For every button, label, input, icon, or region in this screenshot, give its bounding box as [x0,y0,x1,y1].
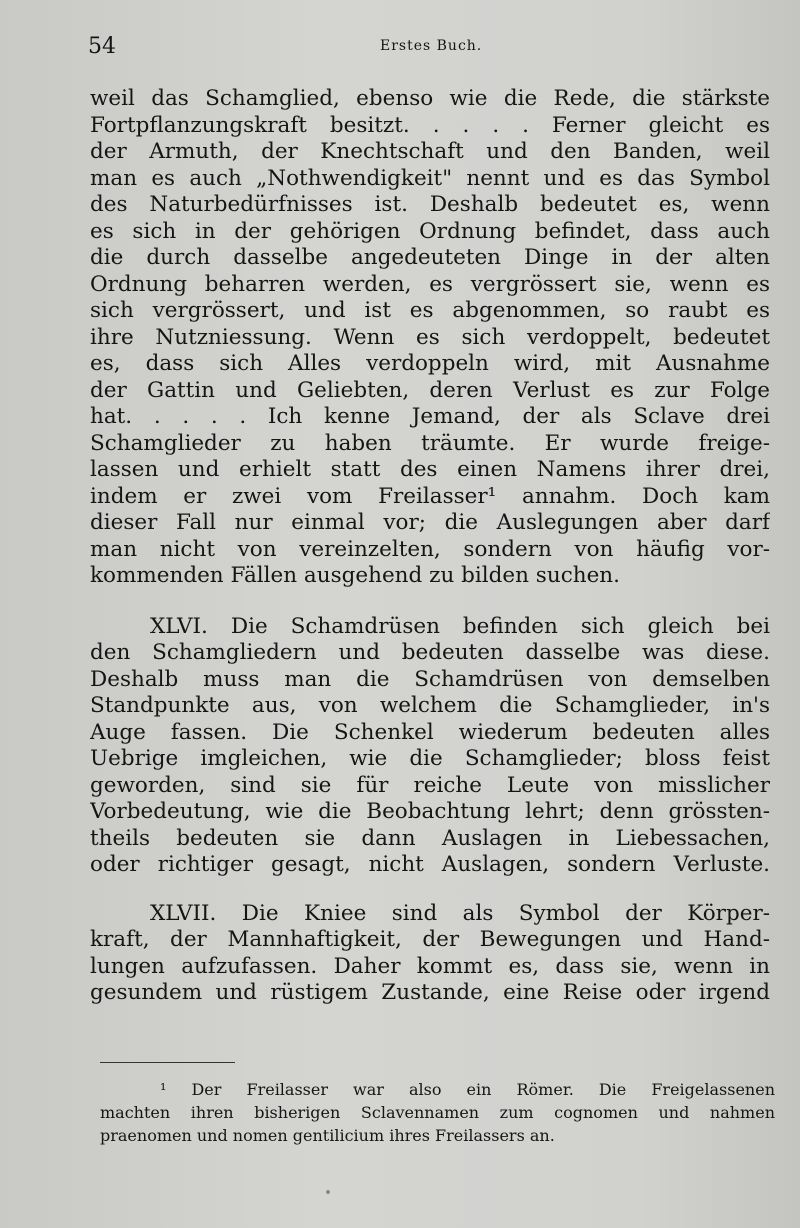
text-line: Vorbedeutung, wie die Beobachtung lehrt; denn grössten- [90,799,770,824]
text-line: kommenden Fällen ausgehend zu bilden suchen. [90,563,620,588]
text-line: gesundem und rüstigem Zustande, eine Reise oder irgend [90,980,770,1005]
text-line: kraft, der Mannhaftigkeit, der Bewegungen und Hand- [90,927,770,952]
page-number: 54 [88,34,116,59]
text-line: hat. . . . . Ich kenne Jemand, der als Sclave drei [90,404,770,429]
text-line: indem er zwei vom Freilasser¹ annahm. Doch kam [90,483,770,509]
text-line: lungen aufzufassen. Daher kommt es, dass sie, wenn in [90,953,770,979]
text-line: der Gattin und Geliebten, deren Verlust es zur Folge [90,377,770,403]
page-header [88,34,778,64]
footnote-divider [100,1062,235,1063]
text-line: des Naturbedürfnisses ist. Deshalb bedeutet es, wenn [90,192,770,217]
text-line: Deshalb muss man die Schamdrüsen von demselben [90,666,770,692]
ink-speck [326,1190,330,1194]
text-line: Uebrige imgleichen, wie die Schamglieder; bloss feist [90,746,770,771]
text-line: Standpunkte aus, von welchem die Schamglieder, in's [90,693,770,718]
paragraph-gap [90,590,770,614]
text-line: Fortpflanzungskraft besitzt. . . . . Ferner gleicht es [90,112,770,138]
text-line: lassen und erhielt statt des einen Namens ihrer drei, [90,457,770,482]
text-line: man nicht von vereinzelten, sondern von häufig vor- [90,536,770,562]
text-line: man es auch „Nothwendigkeit" nennt und es das Symbol [90,165,770,191]
text-line: es, dass sich Alles verdoppeln wird, mit Ausnahme [90,351,770,376]
text-line: Auge fassen. Die Schenkel wiederum bedeuten alles [90,719,770,745]
text-line: es sich in der gehörigen Ordnung befindet, dass auch [90,218,770,244]
text-line: dieser Fall nur einmal vor; die Auslegungen aber darf [90,510,770,535]
footnote [100,1078,775,1147]
footnote-line: ¹ Der Freilasser war also ein Römer. Die Freigelassenen [160,1080,775,1099]
text-line: sich vergrössert, und ist es abgenommen, so raubt es [90,298,770,323]
text-line: weil das Schamglied, ebenso wie die Rede, die stärkste [90,86,770,111]
main-text [90,86,770,1007]
footnote-line: praenomen und nomen gentilicium ihres Freilassers an. [100,1126,555,1145]
text-line: Schamglieder zu haben träumte. Er wurde freige- [90,430,770,456]
paragraph-gap [90,879,770,901]
text-line: theils bedeuten sie dann Auslagen in Liebessachen, [90,825,770,851]
text-line: oder richtiger gesagt, nicht Auslagen, sondern Verluste. [90,852,770,877]
footnote-line: machten ihren bisherigen Sclavennamen zum cognomen und nahmen [100,1103,775,1122]
running-title: Erstes Buch. [380,38,483,54]
text-line: der Armuth, der Knechtschaft und den Banden, weil [90,139,770,164]
text-line: geworden, sind sie für reiche Leute von misslicher [90,772,770,798]
text-line: Ordnung beharren werden, es vergrössert sie, wenn es [90,271,770,297]
text-line: ihre Nutzniessung. Wenn es sich verdoppelt, bedeutet [90,324,770,350]
section-heading-line: XLVII. Die Kniee sind als Symbol der Körper- [150,900,770,926]
text-line: den Schamgliedern und bedeuten dasselbe was diese. [90,640,770,665]
text-line: die durch dasselbe angedeuteten Dinge in der alten [90,245,770,270]
section-heading-line: XLVI. Die Schamdrüsen befinden sich gleich bei [150,613,770,639]
